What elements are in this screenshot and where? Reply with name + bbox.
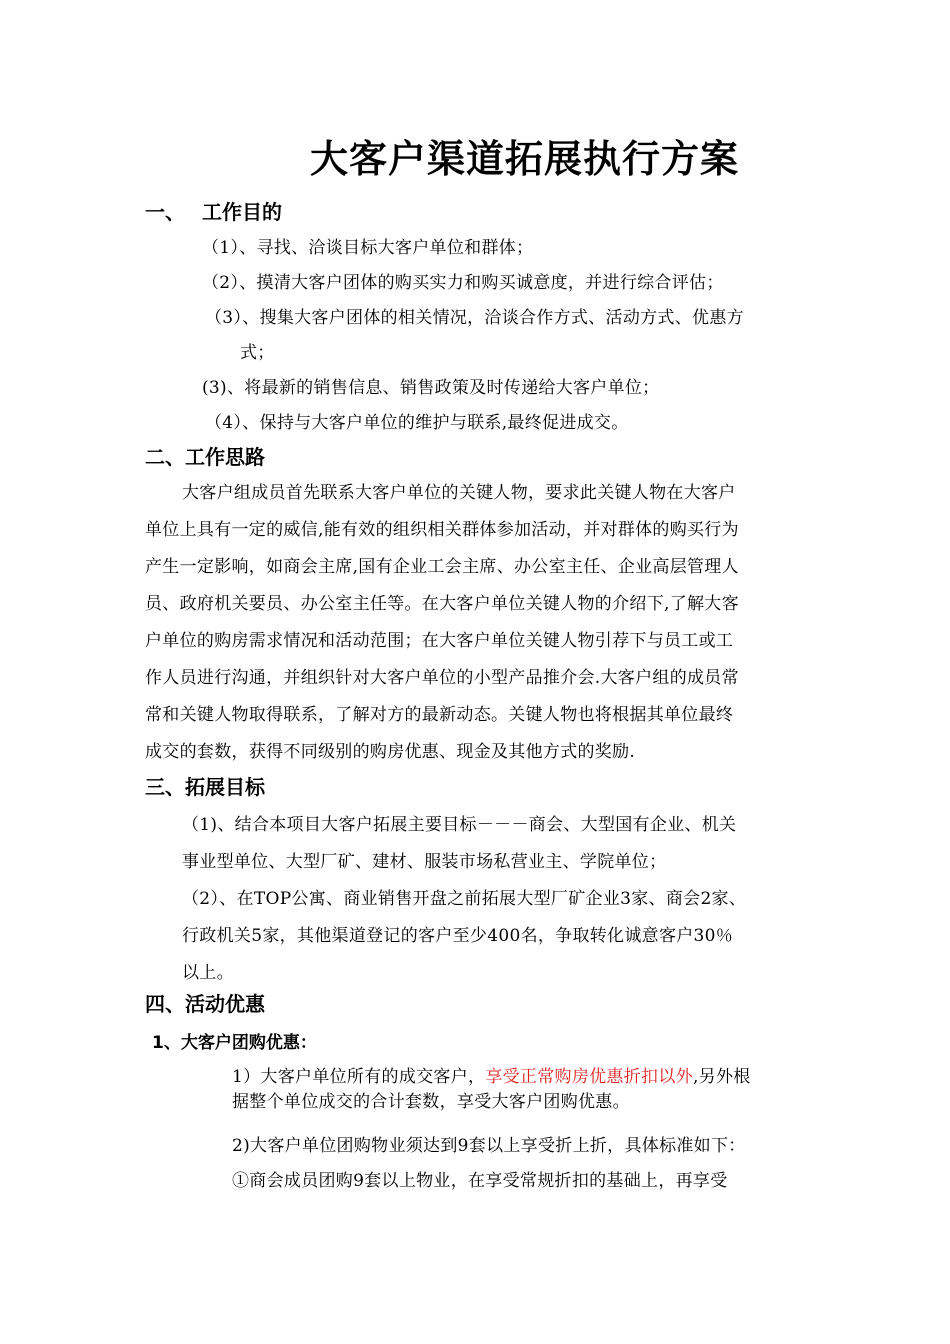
s4-paragraph-1 xyxy=(232,1062,751,1087)
s1-item-3-cont: 式； xyxy=(240,343,275,363)
section-1-number: 一、 xyxy=(145,200,185,224)
s4-p1-text-a: 1）大客户单位所有的成交客户， xyxy=(232,1067,486,1087)
s2-line-5: 户单位的购房需求情况和活动范围；在大客户单位关键人物引荐下与员工或工 xyxy=(145,631,734,651)
s4-paragraph-1-line-2: 据整个单位成交的合计套数，享受大客户团购优惠。 xyxy=(232,1092,630,1112)
s3-line-1: （1)、结合本项目大客户拓展主要目标－－－商会、大型国有企业、机关 xyxy=(182,815,737,835)
s2-line-4: 员、政府机关要员、办公室主任等。在大客户单位关键人物的介绍下,了解大客 xyxy=(145,594,739,614)
section-1-heading: 工作目的 xyxy=(202,200,282,224)
s1-item-1: （1）、寻找、洽谈目标大客户单位和群体； xyxy=(202,238,534,258)
s1-item-4: (3)、将最新的销售信息、销售政策及时传递给大客户单位； xyxy=(202,378,660,398)
section-2-heading: 二、工作思路 xyxy=(145,445,265,469)
s2-line-3: 产生一定影响，如商会主席,国有企业工会主席、办公室主任、企业高层管理人 xyxy=(145,557,739,577)
s3-line-4: 行政机关5家，其他渠道登记的客户至少400名，争取转化诚意客户30％ xyxy=(182,926,734,946)
s3-line-3: （2）、在TOP公寓、商业销售开盘之前拓展大型厂矿企业3家、商会2家、 xyxy=(182,889,747,909)
s3-line-2: 事业型单位、大型厂矿、建材、服装市场私营业主、学院单位； xyxy=(182,852,667,872)
s2-line-1: 大客户组成员首先联系大客户单位的关键人物，要求此关键人物在大客户 xyxy=(182,483,736,503)
s1-item-5: （4）、保持与大客户单位的维护与联系,最终促进成交。 xyxy=(205,413,629,433)
s2-line-8: 成交的套数，获得不同级别的购房优惠、现金及其他方式的奖励. xyxy=(145,742,636,762)
s1-item-3: （3）、搜集大客户团体的相关情况，洽谈合作方式、活动方式、优惠方 xyxy=(205,308,744,328)
s1-item-2: （2）、摸清大客户团体的购买实力和购买诚意度，并进行综合评估； xyxy=(202,273,724,293)
section-4-heading: 四、活动优惠 xyxy=(145,992,265,1016)
s4-paragraph-3: ①商会成员团购9套以上物业，在享受常规折扣的基础上，再享受 xyxy=(232,1171,728,1191)
section-3-heading: 三、拓展目标 xyxy=(145,775,265,799)
s4-paragraph-2: 2)大客户单位团购物业须达到9套以上享受折上折，具体标准如下： xyxy=(232,1136,746,1156)
s2-line-2: 单位上具有一定的威信,能有效的组织相关群体参加活动，并对群体的购买行为 xyxy=(145,520,739,540)
s4-p1-text-b: ,另外根 xyxy=(692,1067,751,1087)
page-title: 大客户渠道拓展执行方案 xyxy=(310,137,740,181)
s4-p1-highlight: 享受正常购房优惠折扣以外 xyxy=(485,1067,693,1087)
s2-line-6: 作人员进行沟通，并组织针对大客户单位的小型产品推介会.大客户组的成员常 xyxy=(145,668,739,688)
s2-line-7: 常和关键人物取得联系，了解对方的最新动态。关键人物也将根据其单位最终 xyxy=(145,705,734,725)
s4-subheading-1: 1、大客户团购优惠： xyxy=(152,1033,317,1053)
s3-line-5: 以上。 xyxy=(182,963,234,983)
